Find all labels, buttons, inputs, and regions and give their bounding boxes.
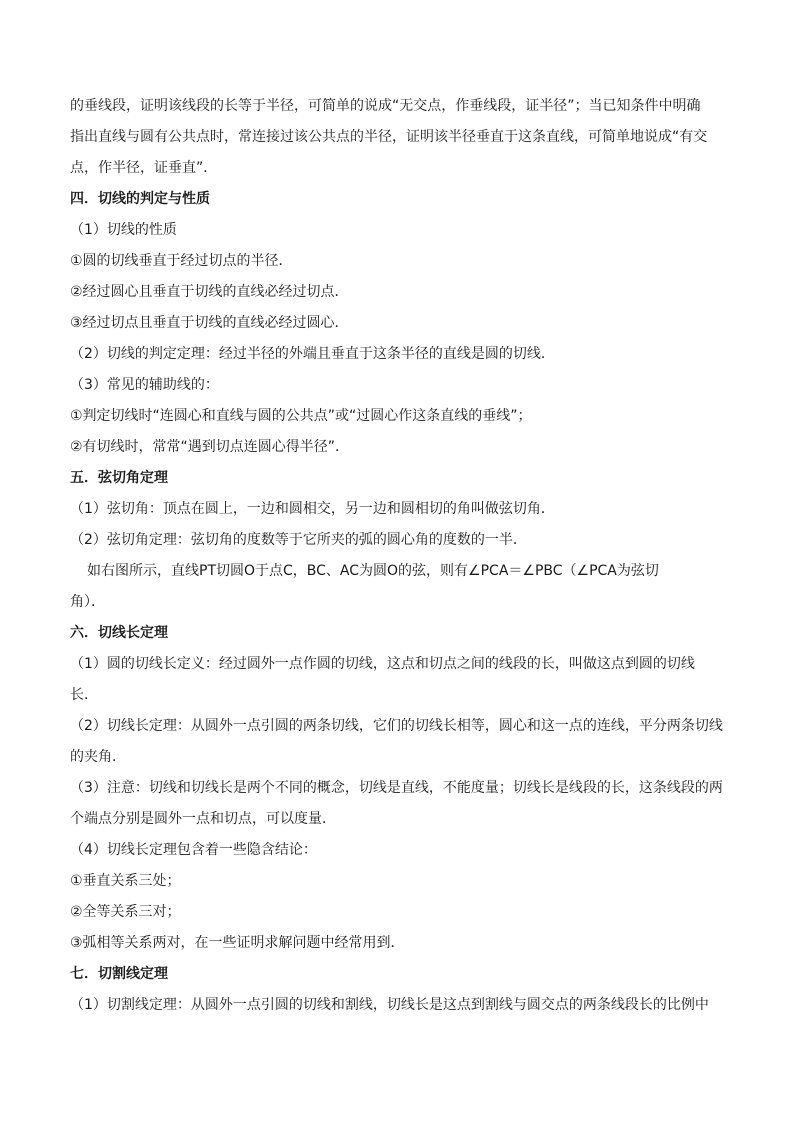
subsection-label: （3）注意：切线和切线长是两个不同的概念，切线是直线，不能度量；切线长是线段的长，这条线段的两 bbox=[70, 780, 723, 796]
subsection-label: （2）弦切角定理：弦切角的度数等于它所夹的弧的圆心角的度数的一半． bbox=[70, 532, 527, 548]
document-page bbox=[70, 96, 724, 1026]
paragraph-line: 个端点分别是圆外一点和切点，可以度量． bbox=[70, 811, 336, 827]
section-heading-5: 五．弦切角定理 bbox=[70, 470, 168, 486]
list-item: ①判定切线时“连圆心和直线与圆的公共点”或“过圆心作这条直线的垂线”； bbox=[70, 408, 532, 424]
paragraph-line: 的夹角． bbox=[70, 749, 126, 765]
subsection-label: （1）切线的性质 bbox=[70, 222, 177, 238]
paragraph-line: 指出直线与圆有公共点时，常连接过该公共点的半径，证明该半径垂直于这条直线，可简单地说成“有交 bbox=[70, 129, 708, 145]
section-heading-7: 七．切割线定理 bbox=[70, 966, 168, 982]
paragraph-line: 点，作半径，证垂直”． bbox=[70, 160, 218, 176]
section-heading-6: 六．切线长定理 bbox=[70, 625, 168, 641]
subsection-label: （2）切线长定理：从圆外一点引圆的两条切线，它们的切线长相等，圆心和这一点的连线，平分两条切线 bbox=[70, 718, 723, 734]
list-item: ②有切线时，常常“遇到切点连圆心得半径”． bbox=[70, 439, 350, 455]
paragraph-line: 长． bbox=[70, 687, 98, 703]
section-heading-4: 四．切线的判定与性质 bbox=[70, 191, 210, 207]
list-item: ③弧相等关系两对，在一些证明求解问题中经常用到． bbox=[70, 935, 405, 951]
subsection-label: （1）弦切角：顶点在圆上，一边和圆相交，另一边和圆相切的角叫做弦切角． bbox=[70, 501, 555, 517]
paragraph-line: 如右图所示，直线PT切圆O于点C，BC、AC为圆O的弦，则有∠PCA＝∠PBC（∠PCA为弦切 bbox=[87, 563, 659, 579]
subsection-label: （4）切线长定理包含着一些隐含结论： bbox=[70, 842, 317, 858]
list-item: ②全等关系三对； bbox=[70, 904, 181, 920]
subsection-label: （2）切线的判定定理：经过半径的外端且垂直于这条半径的直线是圆的切线． bbox=[70, 346, 555, 362]
paragraph-line: 角）． bbox=[70, 594, 105, 610]
list-item: ①圆的切线垂直于经过切点的半径． bbox=[70, 253, 293, 269]
list-item: ②经过圆心且垂直于切线的直线必经过切点． bbox=[70, 284, 349, 300]
list-item: ③经过切点且垂直于切线的直线必经过圆心． bbox=[70, 315, 349, 331]
subsection-label: （3）常见的辅助线的： bbox=[70, 377, 219, 393]
paragraph-line: 的垂线段，证明该线段的长等于半径，可简单的说成“无交点，作垂线段，证半径”；当已知条件中明确 bbox=[70, 98, 701, 114]
subsection-label: （1）切割线定理：从圆外一点引圆的切线和割线，切线长是这点到割线与圆交点的两条线段长的比例中 bbox=[70, 997, 709, 1013]
list-item: ①垂直关系三处； bbox=[70, 873, 181, 889]
subsection-label: （1）圆的切线长定义：经过圆外一点作圆的切线，这点和切点之间的线段的长，叫做这点到圆的切线 bbox=[70, 656, 695, 672]
